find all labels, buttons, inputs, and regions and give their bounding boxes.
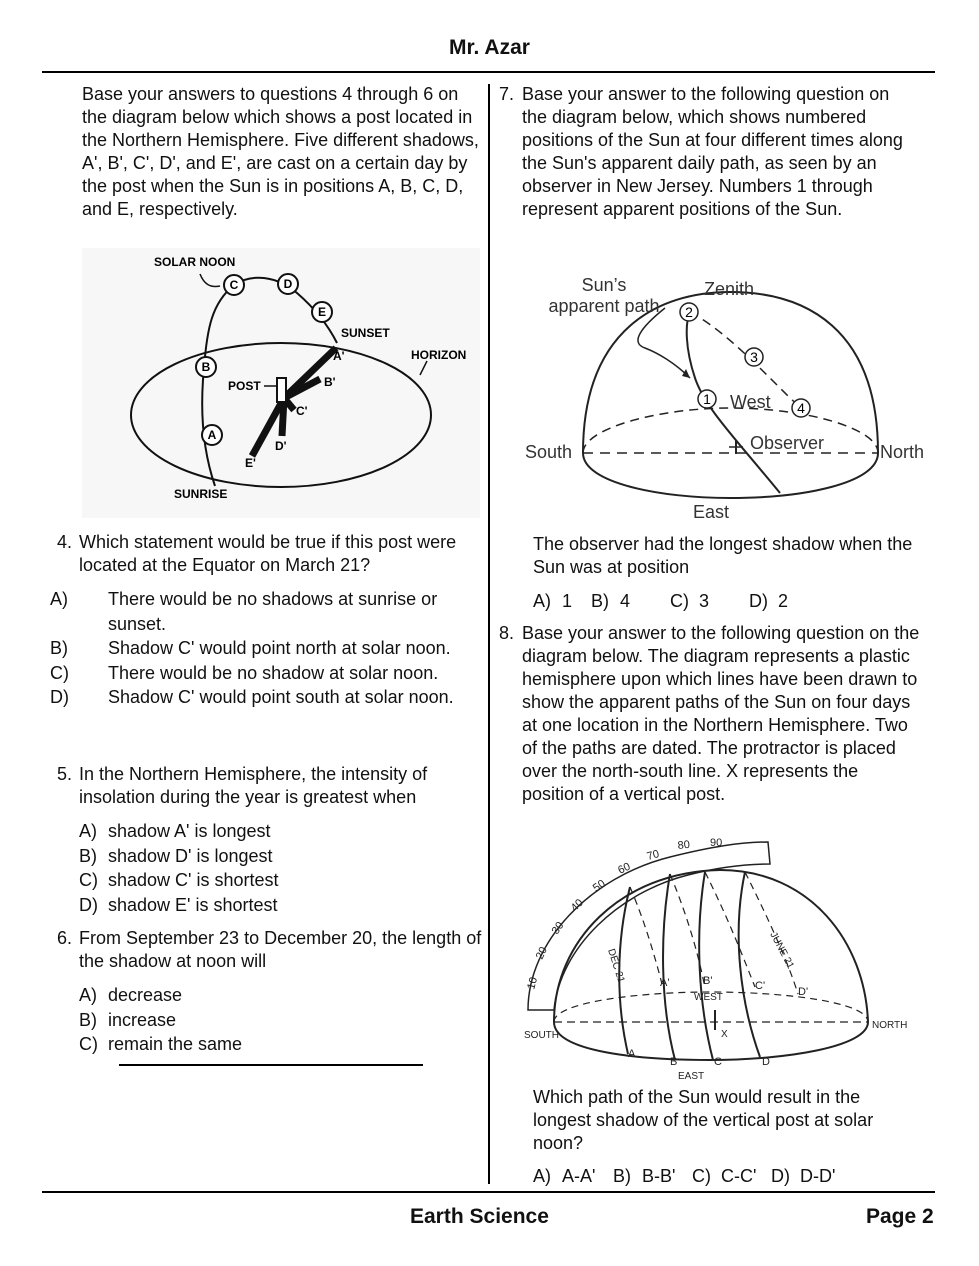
horizon-front (583, 453, 878, 498)
dec21-label: DEC 21 (605, 947, 627, 985)
a2-label: A' (660, 977, 670, 989)
north-label: North (880, 442, 925, 462)
q4-option-c[interactable]: C) There would be no shadow at solar noon. (50, 662, 439, 683)
header-rule (42, 71, 935, 73)
q4-option-a[interactable]: A) There would be no shadows at sunrise or sunset. (50, 589, 438, 634)
b-label: B (670, 1056, 678, 1068)
sun-b-label: B (201, 360, 211, 374)
q8-option-b[interactable]: B) B-B' (613, 1166, 676, 1186)
q6-option-b[interactable]: B) increase (79, 1009, 177, 1030)
west-label-3: WEST (694, 992, 723, 1003)
tick-70: 70 (645, 848, 661, 863)
q7-option-a[interactable]: A) 1 (533, 591, 573, 611)
q5-options (79, 819, 479, 917)
shadow-c-label: C' (296, 404, 308, 418)
tick-10: 10 (525, 975, 541, 991)
q5-option-c[interactable]: C) shadow C' is shortest (79, 870, 279, 890)
q5-option-d[interactable]: D) shadow E' is shortest (79, 894, 278, 915)
d2-label: D' (798, 986, 809, 998)
tick-90: 90 (710, 837, 723, 849)
footer-page: Page 2 (866, 1205, 934, 1228)
solar-noon-label: SOLAR NOON (154, 255, 236, 269)
observer-label: Observer (750, 433, 825, 453)
path-d (739, 872, 760, 1057)
end-rule (119, 1064, 423, 1066)
sunset-label: SUNSET (341, 326, 390, 340)
q8-options (533, 1164, 923, 1189)
tick-50: 50 (590, 877, 608, 895)
south-label: South (525, 442, 573, 462)
dome-outline (583, 292, 878, 453)
q6-number: 6. (57, 928, 73, 948)
q7-options (533, 589, 923, 614)
q5-text: In the Northern Hemisphere, the intensity of insolation during the year is greatest when (79, 764, 428, 807)
q8-question: Which path of the Sun would result in the longest shadow of the vertical post at solar noon? (533, 1087, 874, 1153)
tick-20: 20 (533, 945, 550, 962)
tick-60: 60 (616, 860, 633, 877)
south-label-3: SOUTH (524, 1030, 559, 1041)
post-label: POST (228, 379, 261, 393)
q7-option-b[interactable]: B) 4 (591, 591, 631, 611)
tick-80: 80 (677, 838, 691, 852)
q6-option-a[interactable]: A) decrease (79, 985, 183, 1005)
horizon-label: HORIZON (411, 348, 467, 362)
east-label-3: EAST (678, 1071, 705, 1082)
hemisphere-protractor-diagram (520, 832, 912, 1082)
q7-option-c[interactable]: C) 3 (670, 591, 710, 611)
b2-label: B' (703, 975, 713, 987)
q4-options (50, 587, 479, 710)
sun-d-label: D (283, 277, 293, 291)
footer-subject: Earth Science (410, 1205, 549, 1228)
q4-option-d[interactable]: D) Shadow C' would point south at solar noon. (50, 687, 454, 707)
path-c (699, 872, 713, 1060)
q4-text: Which statement would be true if this post were located at the Equator on March 21? (79, 532, 457, 575)
q8-number: 8. (499, 623, 515, 643)
q5-number: 5. (57, 764, 73, 784)
c-label: C (714, 1056, 722, 1068)
q4-number: 4. (57, 532, 73, 552)
north-label-3: NORTH (872, 1020, 908, 1031)
june21-label: JUNE 21 (767, 930, 796, 971)
zenith-label: Zenith (704, 279, 755, 299)
shadow-d-label: D' (275, 439, 287, 453)
q4-option-b[interactable]: B) Shadow C' would point north at solar noon. (50, 638, 451, 658)
d-label: D (762, 1056, 770, 1068)
path-label-1: Sun’s (581, 275, 627, 295)
sun-c-label: C (229, 278, 239, 292)
column-divider (488, 84, 490, 1184)
shadow-e-label: E' (245, 456, 256, 470)
footer-rule (42, 1191, 935, 1193)
q6-options (79, 983, 479, 1057)
sun-a-label: A (207, 428, 217, 442)
pos-2-label: 2 (685, 304, 693, 320)
q6-text: From September 23 to December 20, the length of the shadow at noon will (79, 928, 482, 971)
tick-40: 40 (568, 896, 586, 915)
path-b (663, 874, 675, 1060)
pos-3-label: 3 (750, 349, 758, 365)
q8-option-c[interactable]: C) C-C' (692, 1166, 757, 1186)
post (277, 378, 286, 402)
sunrise-label: SUNRISE (174, 487, 228, 501)
shadow-b-label: B' (324, 375, 336, 389)
a-label: A (628, 1048, 636, 1060)
pos-4-label: 4 (797, 400, 805, 416)
q5-option-a[interactable]: A) shadow A' is longest (79, 821, 271, 841)
q8-option-d[interactable]: D) D-D' (771, 1166, 836, 1186)
tick-30: 30 (549, 919, 567, 937)
sun-e-label: E (317, 305, 327, 319)
shadow-post-diagram (82, 248, 480, 518)
q7-option-d[interactable]: D) 2 (749, 591, 789, 611)
celestial-dome-diagram (520, 268, 940, 524)
path-label-2: apparent path (548, 296, 660, 316)
q7-number: 7. (499, 84, 515, 104)
pos-1-label: 1 (703, 391, 711, 407)
q7-question: The observer had the longest shadow when the Sun was at position (533, 534, 913, 577)
q5-option-b[interactable]: B) shadow D' is longest (79, 845, 273, 866)
c2-label: C' (755, 980, 766, 992)
q8-text: Base your answer to the following question on the diagram below. The diagram represents a plastic hemisphere upon which lines have been drawn to show the apparent paths of the Sun on four days at one location in the Northern Hemisphere. Two of the paths are dated. The protractor is placed over the north-south line. X represents the position of a vertical post. (522, 623, 920, 804)
west-label: West (730, 392, 771, 412)
q7-text: Base your answer to the following question on the diagram below, which shows numbered positions of the Sun at four different times along the Sun's apparent daily path, as seen by an observer in New Jersey. Numbers 1 through represent apparent positions of the Sun. (522, 84, 903, 219)
q8-option-a[interactable]: A) A-A' (533, 1166, 596, 1186)
x-label: X (721, 1029, 728, 1040)
q6-option-c[interactable]: C) remain the same (79, 1034, 243, 1054)
shadow-a-label: A' (333, 349, 345, 363)
page-header-title: Mr. Azar (449, 36, 530, 59)
intro-q4-6: Base your answers to questions 4 through 6 on the diagram below which shows a post located in the Northern Hemisphere. Five different shadows, A', B', C', D', and E', are cast on a certain day by the post when the Sun is in positions A, B, C, D, and E, respectively. (82, 84, 479, 219)
east-label: East (693, 502, 730, 522)
